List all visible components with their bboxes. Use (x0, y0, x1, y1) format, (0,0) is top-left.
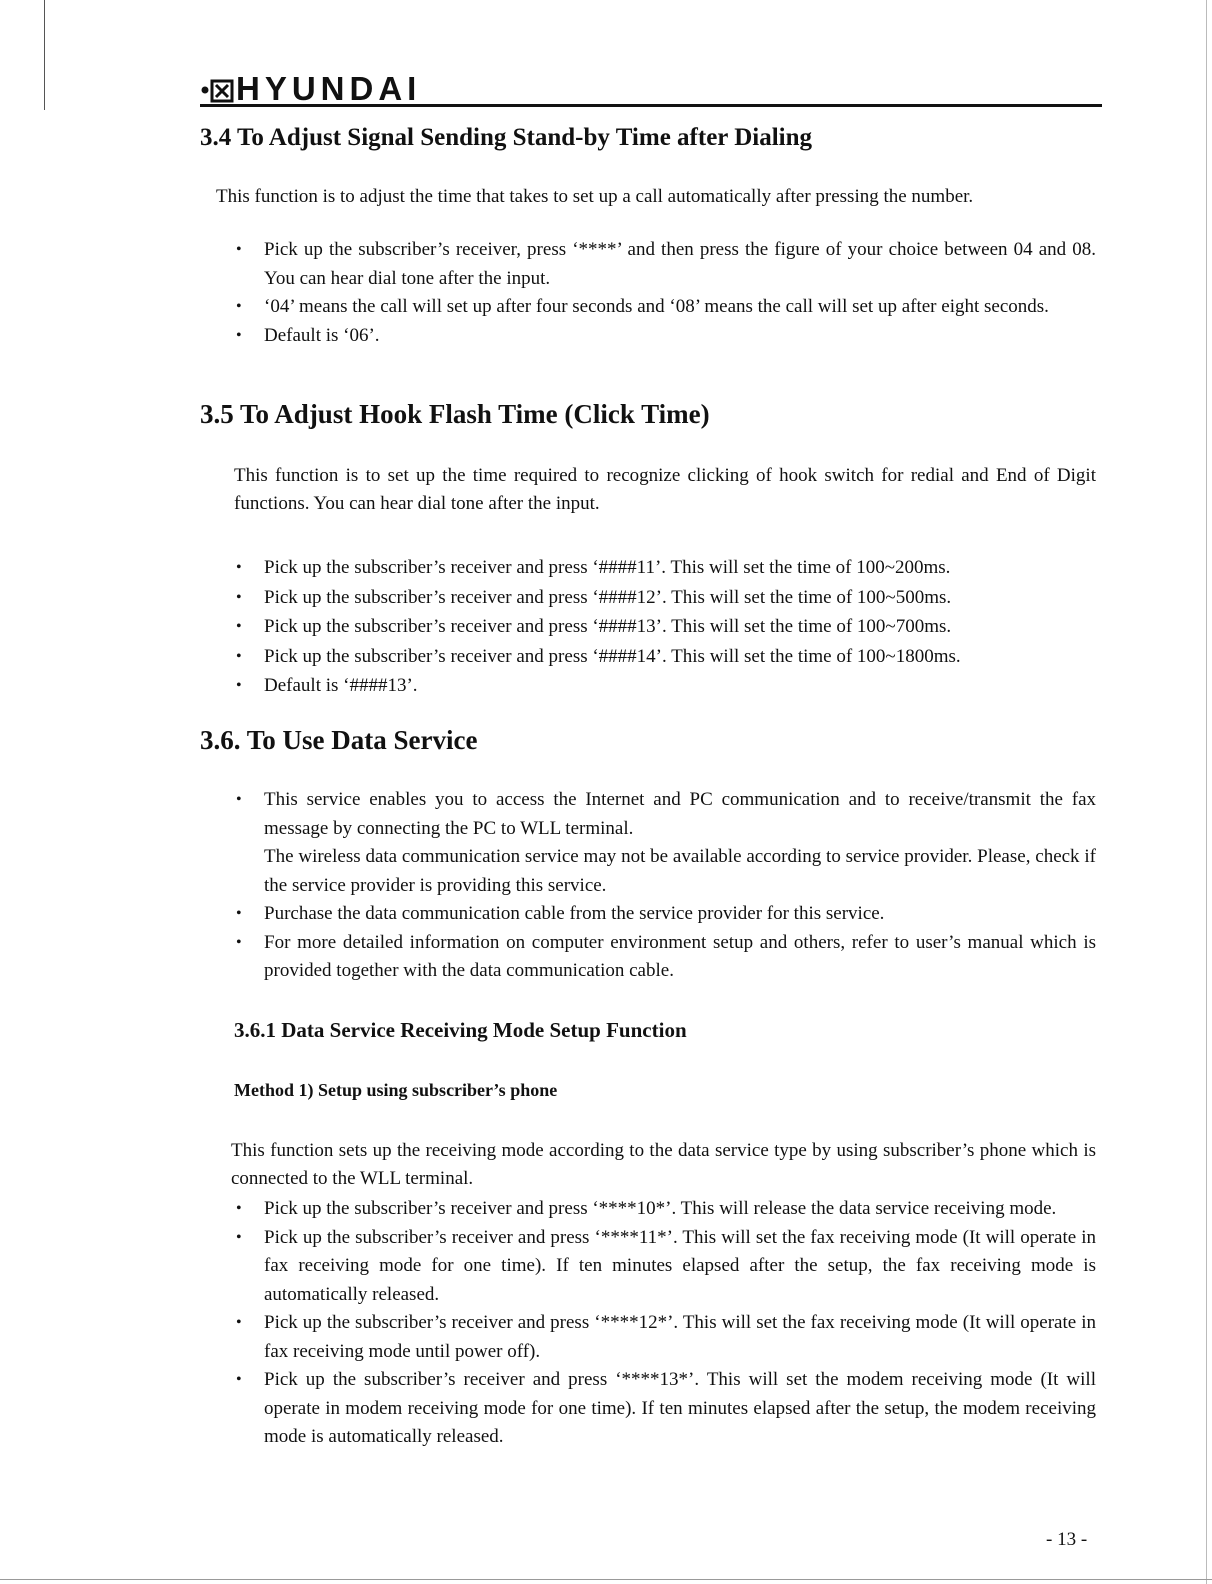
section-title-3-5: 3.5 To Adjust Hook Flash Time (Click Time) (200, 399, 710, 429)
list-item (236, 1224, 1096, 1310)
list-item-text: Pick up the subscriber’s receiver and press ‘####11’. This will set the time of 100~200ms. (264, 557, 951, 578)
scan-edge-right (1206, 0, 1207, 1584)
section-3-4-intro: This function is to adjust the time that takes to set up a call automatically after pressing the number. (216, 186, 974, 207)
list-item (236, 236, 1096, 293)
list-item (236, 293, 1096, 322)
section-3-5-intro: This function is to set up the time required to recognize clicking of hook switch for redial and End of Digit functions. You can hear dial tone after the input. (234, 465, 1096, 514)
bullet-icon: • (236, 1200, 242, 1217)
list-item-text: ‘04’ means the call will set up after four seconds and ‘08’ means the call will set up after eight seconds. (264, 296, 1049, 317)
list-item-text: Pick up the subscriber’s receiver and press ‘****13*’. This will set the modem receiving mode (It will operate in modem receiving mode for one time). If ten minutes elapsed after the setup, the modem receiving mode is automatically released. (264, 1369, 1096, 1447)
list-item-note: The wireless data communication service may not be available according to service provider. Please, check if the service provider is providing this service. (264, 846, 1096, 896)
bullet-icon: • (236, 618, 242, 635)
bullet-icon: • (236, 241, 242, 258)
list-item (236, 322, 1096, 351)
list-item-text: This service enables you to access the Internet and PC communication and to receive/transmit the fax message by connecting the PC to WLL terminal. (264, 789, 1096, 839)
bullet-icon: • (236, 933, 242, 951)
hyundai-logo-mark (200, 70, 460, 104)
list-item (236, 1195, 1096, 1224)
bullet-icon: • (236, 588, 242, 606)
scan-edge-left (44, 0, 45, 110)
bullet-icon: • (236, 677, 242, 694)
section-3-6-1-intro: This function sets up the receiving mode according to the data service type by using subscriber’s phone which is connected to the WLL terminal. (231, 1140, 1096, 1189)
list-item (236, 671, 1096, 701)
list-item (236, 1366, 1096, 1452)
section-3-6-list (236, 786, 1096, 986)
list-item (236, 612, 1096, 642)
list-item-text: For more detailed information on computer environment setup and others, refer to user’s manual which is provided together with the data communication cable. (264, 931, 1096, 981)
logo-wordmark: HYUNDAI (236, 70, 422, 104)
bullet-icon: • (236, 1371, 242, 1388)
scan-bottom-line (0, 1579, 1212, 1580)
list-item (236, 1309, 1096, 1366)
section-3-6-1-list (236, 1195, 1096, 1452)
list-item-text: Purchase the data communication cable from the service provider for this service. (264, 903, 885, 924)
header-rule (200, 104, 1102, 107)
method-title: Method 1) Setup using subscriber’s phone (234, 1080, 558, 1100)
list-item-text: Pick up the subscriber’s receiver, press ‘****’ and then press the figure of your choice between 04 and 08. You can hear dial tone after the input. (264, 239, 1096, 289)
section-3-5-list (236, 553, 1096, 701)
list-item-text: Pick up the subscriber’s receiver and press ‘****12*’. This will set the fax receiving mode (It will operate in fax receiving mode until power off). (264, 1312, 1096, 1362)
list-item-text: Pick up the subscriber’s receiver and press ‘####12’. This will set the time of 100~500ms. (264, 586, 952, 608)
bullet-icon: • (236, 905, 242, 922)
section-3-4-list (236, 236, 1096, 350)
list-item-text: Pick up the subscriber’s receiver and press ‘####14’. This will set the time of 100~1800ms. (264, 645, 961, 667)
list-item (236, 900, 1096, 929)
section-title-3-6: 3.6. To Use Data Service (200, 725, 478, 755)
bullet-icon: • (236, 1228, 242, 1246)
bullet-icon: • (236, 559, 242, 576)
list-item-text: Pick up the subscriber’s receiver and press ‘****11*’. This will set the fax receiving mode (It will operate in fax receiving mode for one time). If ten minutes elapsed after the setup, the fax receiving mode is automatically released. (264, 1226, 1096, 1305)
bullet-icon: • (236, 1314, 242, 1331)
hyundai-logo (200, 70, 460, 104)
list-item (236, 642, 1096, 672)
list-item-text: Default is ‘06’. (264, 324, 380, 346)
list-item (236, 583, 1096, 613)
page-number: - 13 - (1046, 1529, 1088, 1550)
bullet-icon: • (236, 298, 242, 315)
section-title-3-6-1: 3.6.1 Data Service Receiving Mode Setup Function (234, 1018, 687, 1042)
list-item-text: Pick up the subscriber’s receiver and press ‘####13’. This will set the time of 100~700ms. (264, 616, 952, 637)
list-item (236, 553, 1096, 583)
list-item (236, 929, 1096, 986)
list-item-text: Pick up the subscriber’s receiver and press ‘****10*’. This will release the data service receiving mode. (264, 1198, 1057, 1219)
section-title-3-4: 3.4 To Adjust Signal Sending Stand-by Time after Dialing (200, 124, 812, 151)
list-item (236, 786, 1096, 900)
bullet-icon: • (236, 647, 242, 665)
bullet-icon: • (236, 326, 242, 344)
bullet-icon: • (236, 791, 242, 808)
list-item-text: Default is ‘####13’. (264, 675, 418, 696)
